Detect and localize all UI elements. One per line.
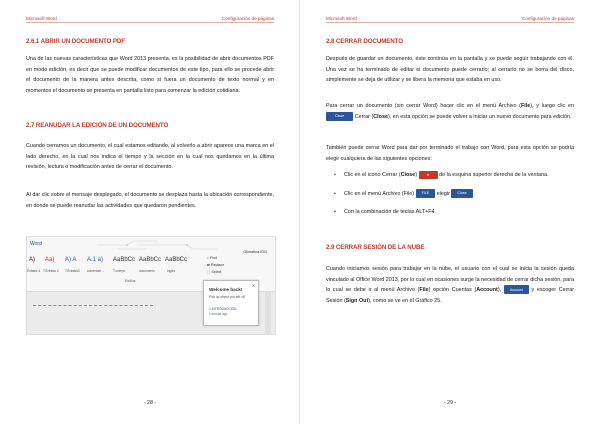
account-name[interactable]: Olimatica IDG (243, 250, 267, 254)
list-item: • Clic en el menú Archivo (File) FILE elegir Close (334, 189, 574, 200)
account-button-image: Account (504, 285, 529, 294)
welcome-subtitle: Pick up where you left off: (209, 295, 246, 299)
paragraph-cerrar-1: Después de guardar un documento, éste continúa en la pantalla y se puede seguir trabajando con él. Una vez se ha terminado de editar el documento puede cerrarlo; al cerrarlo no se borra del disco, simplemente se deja de utilizar y se libera la memoria que estaba en uso. (326, 56, 574, 84)
section-title-cerrar-documento: 2.8 CERRAR DOCUMENTO (326, 38, 403, 45)
styles-gallery (27, 257, 187, 277)
close-options-list (334, 170, 574, 226)
paragraph-reanudar-2: Al dar clic sobre el mensaje desplegado, el documento se desplaza hasta la ubicación correspondiente, en donde se puede reanudar las actividades que quedaron pendientes. (26, 192, 274, 209)
style-sample[interactable]: AaBbCc (139, 257, 162, 263)
style-sample[interactable]: Aa) (45, 257, 55, 263)
right-header-rule (326, 22, 574, 23)
word-logo-text: Word (30, 241, 42, 247)
paragraph-reanudar-1: Cuando cerramos un documento, el cual estamos editando, al volverlo a abrir aparece una marca en el lado derecho, en la cual nos indica el tiempo y la sección en la cual nos quedamos en la última revisión, lectura o modificación antes de cerrar el documento. (26, 143, 274, 171)
replace-button[interactable]: ⇄ Replace (207, 263, 225, 267)
list-item: • Clic en el icono Cerrar (Close) ✕ de la esquina superior derecha de la ventana. (334, 170, 574, 181)
section-title-abrir-pdf: 2.6.1 ABRIR UN DOCUMENTO PDF (26, 38, 125, 45)
welcome-title: Welcome back! (209, 287, 243, 292)
style-caption: documento (139, 269, 155, 273)
right-header-subtitle: Configuración de páginas (521, 16, 574, 21)
styles-group-label: Estilos (125, 279, 136, 283)
section-title-reanudar: 2.7 REANUDAR LA EDICIÓN DE UN DOCUMENTO (26, 122, 169, 129)
left-header-rule (26, 22, 274, 23)
paragraph-abrir-pdf: Una de las nuevas características que Word 2013 presenta, es la posibilidad de abrir documentos PDF en modo edición, es decir que se puede modificar documentos de este tipo, para ello se procede abrir el documento de la manera antes descrita, como si fuera un documento de texto normal y en momentos el documento se presenta en pantalla listo para comenzar la edición cotidiana. (26, 56, 274, 94)
section-title-cerrar-sesion: 2.9 CERRAR SESIÓN DE LA NUBE (326, 244, 425, 251)
style-sample[interactable]: A) (29, 257, 35, 263)
style-sample[interactable]: AaBbCc (113, 257, 136, 263)
paragraph-cerrar-3: También puede cerrar Word para dar por terminado el trabajo con Word, para esta opción se podría elegir cualquiera de las siguientes opciones: (326, 145, 574, 162)
file-button-image: FILE (416, 189, 436, 198)
circuit-decoration (97, 239, 217, 251)
welcome-heading-link[interactable]: 1 INTRODUCCIÓN (209, 307, 237, 311)
word-resume-screenshot (26, 236, 276, 335)
style-caption: T.Énfasis 2 (43, 269, 59, 273)
left-header-subtitle: Configuración de páginas (221, 16, 274, 21)
welcome-back-popup[interactable] (203, 280, 259, 326)
left-page-number: - 28 - (143, 400, 157, 406)
ruler-line (33, 305, 153, 307)
welcome-time: 1 minute ago (209, 312, 228, 316)
paragraph-cerrar-2: Para cerrar un documento (sin cerrar Word) hacer clic en el menú Archivo (File), y luego clic en Close Cerrar (Close), en esta opción se puede volver a iniciar un nuevo documento para edición. (326, 103, 574, 120)
scrollbar[interactable] (265, 292, 271, 334)
style-caption: T.Énfasis3 (65, 269, 80, 273)
editing-group (207, 255, 247, 276)
style-caption: T.cuerpo (113, 269, 126, 273)
right-page (300, 0, 600, 424)
right-header-title: Microsoft Word (326, 16, 357, 21)
right-page-number: - 29 - (443, 400, 457, 406)
close-icon[interactable]: ✕ (251, 283, 255, 288)
paragraph-cerrar-sesion: Cuando iniciamos sesión para trabajar en la nube, el usuario con el cual se inicia la sesión queda vinculado al Office Word 2013, por lo cual en ocasiones surge la necesidad de cerrar dicha sesión, para lo cual se debe ir al menú Archivo (File) opción Cuentas (Account), Account y escoger Cerrar Sesión (Sign Out), como se ve en el Gráfico 25. (326, 266, 575, 304)
style-sample[interactable]: AaBbCc (165, 257, 188, 263)
close-x-icon: ✕ (419, 171, 438, 179)
style-sample[interactable]: A.1 a) (87, 257, 104, 263)
style-caption: inglés (167, 269, 176, 273)
left-header-title: Microsoft Word (26, 16, 57, 21)
close-button-image: Close (451, 189, 472, 198)
style-caption: comentari... (87, 269, 104, 273)
list-item: • Con la combinación de teclas ALT+F4. (334, 207, 574, 218)
find-button[interactable]: ⌕ Find (207, 256, 218, 260)
style-caption: Énfasis 4 (27, 269, 41, 273)
close-button-image: Close (326, 112, 353, 121)
select-button[interactable]: ⬚ Select (207, 270, 222, 274)
style-sample[interactable]: A) A (65, 257, 77, 263)
